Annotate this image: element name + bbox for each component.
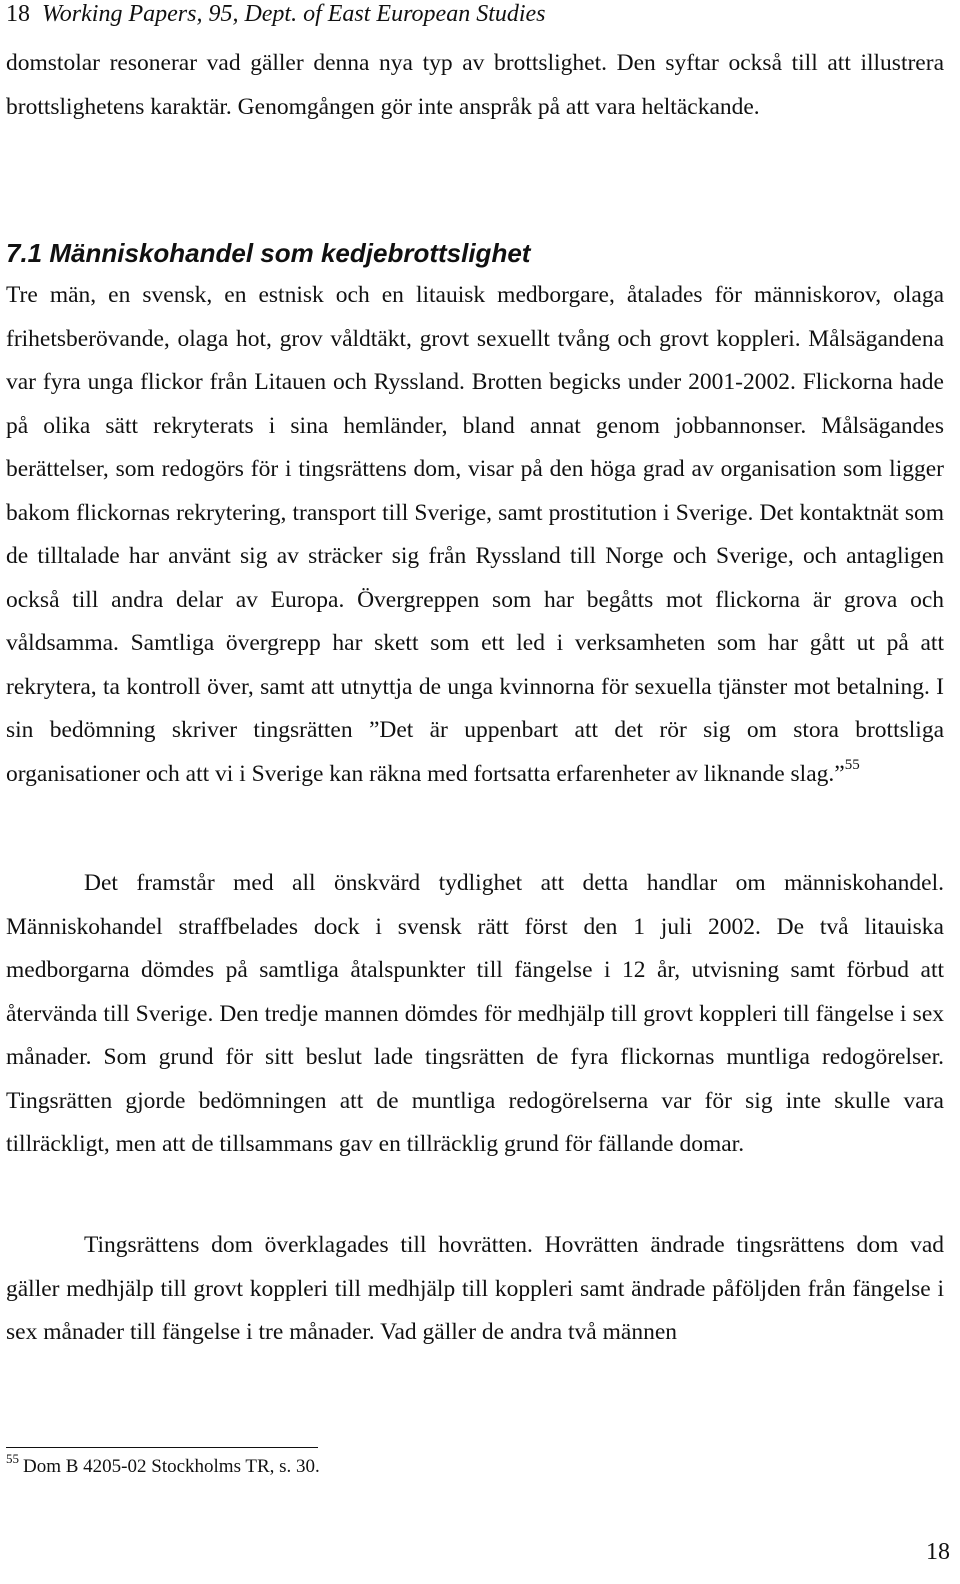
header-title: Working Papers, 95, Dept. of East European Studies — [42, 1, 546, 27]
document-page — [6, 0, 950, 1584]
footnote-text: Dom B 4205-02 Stockholms TR, s. 30. — [23, 1456, 320, 1477]
footnote-number: 55 — [6, 1451, 19, 1466]
footnote-divider — [6, 1447, 318, 1448]
body-paragraph-3: Tingsrättens dom överklagades till hovrätten. Hovrätten ändrade tingsrättens dom vad gäller medhjälp till grovt koppleri till medhjälp till koppleri samt ändrade påföljden från fängelse i sex månader till fängelse i tre månader. Vad gäller de andra två männen — [6, 1232, 944, 1345]
header-page-number: 18 — [6, 1, 30, 27]
footer-page-number: 18 — [926, 1539, 950, 1565]
footnote-reference[interactable]: 55 — [844, 756, 860, 773]
body-paragraph-1-text: Tre män, en svensk, en estnisk och en litauisk medborgare, åtalades för människorov, olaga frihetsberövande, olaga hot, grov våldtäkt, grovt sexuellt tvång och grovt koppleri. Målsägandena var fyra unga flickor från Litauen och Ryssland. Brotten begicks under 2001-2002. Flickorna hade på olika sätt rekryterats i sina hemländer, bland annat genom jobbannonser. Målsägandes berättelser, som redogörs för i tingsrättens dom, visar på den höga grad av organisation som ligger bakom flickornas rekrytering, transport till Sverige, samt prostitution i Sverige. Det kontaktnät som de tilltalade har använt sig av sträcker sig från Ryssland till Norge och Sverige, och antagligen också till andra delar av Europa. Övergreppen som har begåtts mot flickorna är grova och våldsamma. Samtliga övergrepp har skett som ett led i verksamheten som har gått ut på att rekrytera, ta kontroll över, samt att utnyttja de unga kvinnorna för sexuella tjänster mot betalning. I sin bedömning skriver tingsrätten ”Det är uppenbart att det rör sig om stora brottsliga organisationer och att vi i Sverige kan räkna med fortsatta erfarenheter av liknande slag.” — [6, 282, 944, 787]
body-paragraph-1 — [6, 274, 944, 796]
running-header — [6, 0, 546, 28]
section-heading: 7.1 Människohandel som kedjebrottslighet — [6, 238, 531, 268]
footnote — [6, 1451, 320, 1479]
body-paragraph-2: Det framstår med all önskvärd tydlighet att detta handlar om människohandel. Människohandel straffbelades dock i svensk rätt först den 1 juli 2002. De två litauiska medborgarna dömdes på samtliga åtalspunkter till fängelse i 12 år, utvisning samt förbud att återvända till Sverige. Den tredje mannen dömdes för medhjälp till grovt koppleri till fängelse i sex månader. Som grund för sitt beslut lade tingsrätten de fyra flickornas muntliga redogörelser. Tingsrätten gjorde bedömningen att de muntliga redogörelserna var för sig inte skulle vara tillräckligt, men att de tillsammans gav en tillräcklig grund för fällande domar. — [6, 870, 944, 1157]
intro-paragraph: domstolar resonerar vad gäller denna nya typ av brottslighet. Den syftar också till att illustrera brottslighetens karaktär. Genomgången gör inte anspråk på att vara heltäckande. — [6, 50, 944, 120]
